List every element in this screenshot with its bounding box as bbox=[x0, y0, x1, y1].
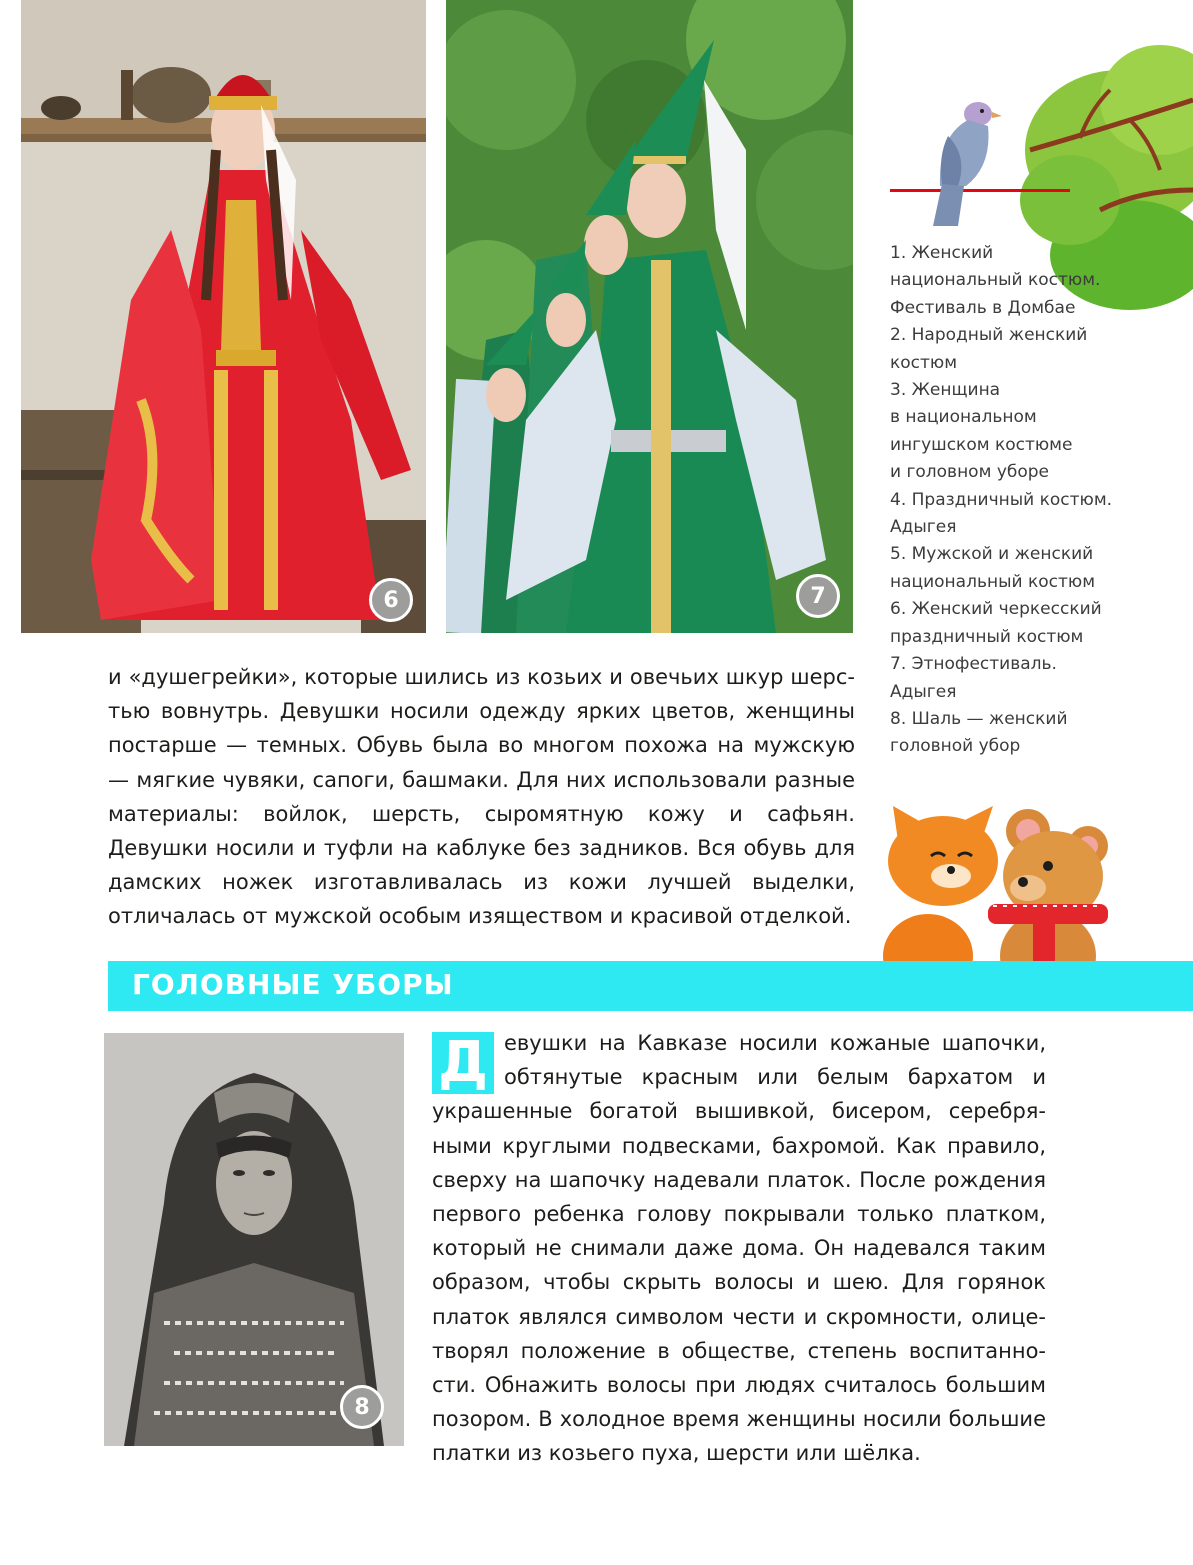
paragraph-text: евушки на Кавказе носили кожаные шапочки, обтянутые красным или белым бархатом и украшенные богатой вышивкой, бисером, серебряными круглыми подвесками, бахромой. Как правило, сверху на шапочку надевали платок. После рождения первого ребенка голову покрывали только платком, который не снимали даже дома. Он надевался таким образом, чтобы скрыть волосы и шею. Для горянок платок являлся символом чести и скромности, олицетворял положение в обществе, степень воспитанности. Обнажить волосы при людях считалось большим позором. В холодное время женщины носили большие платки из козьего пуха, шерсти или шёлка. bbox=[432, 1031, 1046, 1466]
caption-line: 7. Этнофестиваль. bbox=[890, 654, 1057, 675]
caption-line: 6. Женский черкесский bbox=[890, 599, 1102, 620]
photo-number-badge: 7 bbox=[796, 574, 840, 618]
photo-6-woman-red-costume bbox=[21, 0, 426, 633]
caption-line: 1. Женский bbox=[890, 243, 994, 263]
section-header-band bbox=[108, 961, 1193, 1011]
photo-captions-list bbox=[890, 240, 1130, 761]
photo-8-woman-shawl-historic bbox=[104, 1033, 404, 1446]
photo-number-badge: 8 bbox=[340, 1385, 384, 1429]
caption-line: Адыгея bbox=[890, 517, 957, 538]
caption-line: 4. Праздничный костюм. bbox=[890, 489, 1113, 510]
caption-line: 3. Женщина bbox=[890, 380, 1001, 401]
caption-line: головной убор bbox=[890, 736, 1021, 757]
caption-line: 5. Мужской и женский bbox=[890, 544, 1094, 565]
caption-line: 2. Народный женский bbox=[890, 325, 1088, 346]
section-title: ГОЛОВНЫЕ УБОРЫ bbox=[132, 968, 454, 1001]
caption-line: национальный костюм. bbox=[890, 270, 1101, 291]
caption-line: ингушском костюме bbox=[890, 434, 1073, 455]
pigeon-illustration bbox=[928, 96, 1003, 231]
photo-number-badge: 6 bbox=[369, 578, 413, 622]
article-paragraph-headwear bbox=[432, 1026, 1046, 1471]
caption-line: костюм bbox=[890, 352, 958, 373]
caption-line: национальный костюм bbox=[890, 571, 1096, 592]
caption-line: праздничный костюм bbox=[890, 626, 1084, 647]
photo-7-dancers-green-costumes bbox=[446, 0, 853, 633]
article-paragraph-clothing: и «душегрейки», которые шились из козьих и овечьих шкур шерстью вовнутрь. Девушки носили одежду ярких цветов, женщины постарше — темных. Обувь была во многом похожа на мужскую — мягкие чувяки, сапоги, башмаки. Для них использовали разные материалы: войлок, шерсть, сыромятную кожу и сафьян. Девушки носили и туфли на каблуке без задников. Вся обувь для дамских ножек изготавливалась из кожи лучшей выделки, отличалась от мужской особым изяществом и красивой отделкой. bbox=[108, 665, 855, 929]
caption-line: и головном уборе bbox=[890, 462, 1050, 483]
caption-line: Адыгея bbox=[890, 681, 957, 702]
caption-line: в национальном bbox=[890, 407, 1037, 428]
drop-cap-letter: Д bbox=[432, 1032, 494, 1094]
caption-line: Фестиваль в Домбае bbox=[890, 297, 1076, 318]
caption-line: 8. Шаль — женский bbox=[890, 708, 1068, 729]
